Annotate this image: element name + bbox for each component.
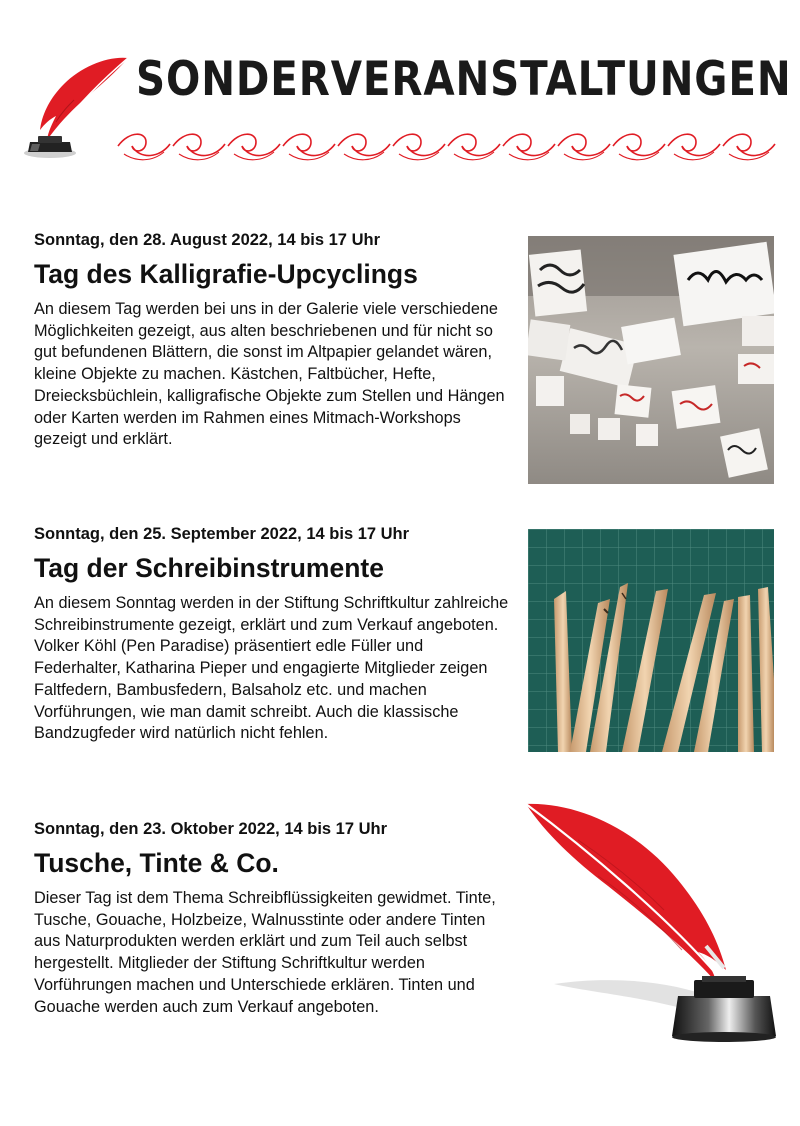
red-flourish-ornament <box>116 124 776 166</box>
flourish-swirl <box>613 134 665 155</box>
event-description: Dieser Tag ist dem Thema Schreibflüssigkeiten gewidmet. Tinte, Tusche, Gouache, Holzbeize, Walnusstinte oder andere Tinten aus Naturprodukten werden erklärt und zum Teil auch selbst hergestellt. Mitglieder der Stiftung Schriftkultur werden Vorführungen machen und Unterschiede erklären. Tinten und Gouache werden auch zum Verkauf angeboten. <box>34 889 496 1016</box>
event-title: Tag des Kalligrafie-Upcyclings <box>34 259 418 289</box>
flourish-swirl <box>283 134 335 155</box>
event-date: Sonntag, den 25. September 2022, 14 bis 17 Uhr <box>34 525 410 543</box>
flourish-swirl <box>668 134 720 155</box>
flourish-swirl <box>448 134 500 155</box>
event-3 <box>34 818 514 1018</box>
event-description: An diesem Sonntag werden in der Stiftung Schriftkultur zahlreiche Schreibinstrumente gezeigt, erklärt und zum Verkauf angeboten. Volker Köhl (Pen Paradise) präsentiert edle Füller und Federhalter, Katharina Pieper und engagierte Mitglieder zeigen Faltfedern, Bambusfedern, Balsaholz etc. und machen Vorführungen, wie man damit schreibt. Auch die klassische Bandzugfeder wird natürlich nicht fehlen. <box>34 594 509 743</box>
flourish-swirl <box>558 134 610 155</box>
flourish-swirl <box>173 134 225 155</box>
flourish-swirl <box>723 134 775 155</box>
page-header <box>0 0 800 175</box>
event-1 <box>34 229 514 451</box>
quill-inkwell-illustration <box>518 800 788 1050</box>
event-date: Sonntag, den 28. August 2022, 14 bis 17 Uhr <box>34 231 380 249</box>
event-title: Tag der Schreibinstrumente <box>34 553 384 583</box>
photo-wooden-pens-on-cutting-mat <box>528 529 774 752</box>
page-title: SONDERVERANSTALTUNGEN <box>136 52 792 107</box>
flourish-swirl <box>338 134 390 155</box>
event-2 <box>34 523 514 745</box>
flourish-swirl <box>228 134 280 155</box>
flourish-swirl <box>393 134 445 155</box>
flourish-swirl <box>118 134 170 155</box>
event-description: An diesem Tag werden bei uns in der Galerie viele verschiedene Möglichkeiten gezeigt, aus alten beschriebenen und für nicht so gut befundenen Blättern, die sonst im Altpapier gelandet wären, kleine Objekte zu machen. Kästchen, Faltbücher, Hefte, Dreiecksbüchlein, kalligrafische Objekte zum Stellen und Hängen oder Karten werden im Rahmen eines Mitmach-Workshops gezeigt und erklärt. <box>34 300 505 449</box>
event-date: Sonntag, den 23. Oktober 2022, 14 bis 17 Uhr <box>34 820 388 838</box>
photo-calligraphy-paper-boxes <box>528 236 774 484</box>
flourish-swirl <box>503 134 555 155</box>
event-title: Tusche, Tinte & Co. <box>34 848 279 878</box>
